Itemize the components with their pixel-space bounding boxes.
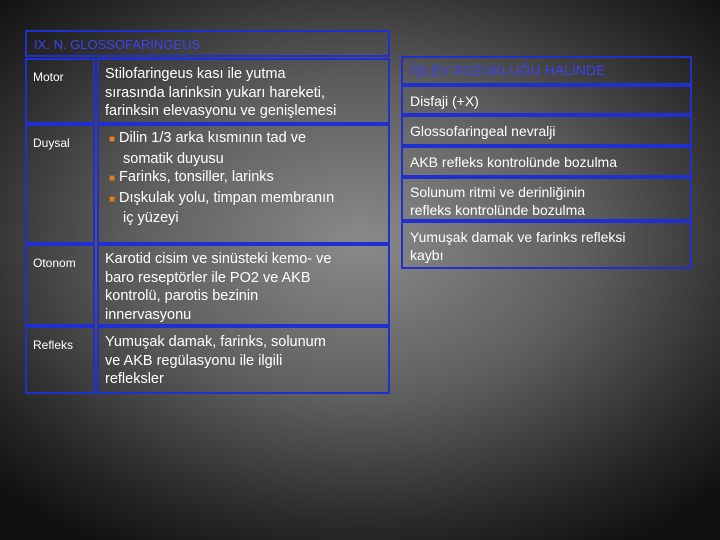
row-label-cell-otonom: [25, 244, 95, 326]
text-line: sırasında larinksin yukarı hareketi,: [105, 84, 326, 101]
text-line: Farinks, tonsiller, larinks: [119, 169, 274, 185]
bullet-line: [109, 189, 334, 210]
dysfunction-item: [401, 146, 692, 177]
text-line: refleksler: [105, 371, 164, 387]
text-line: iç yüzeyi: [123, 210, 179, 226]
slide-title: IX. N. GLOSSOFARİNGEUS: [34, 37, 201, 52]
dysfunction-text: AKB refleks kontrolünde bozulma: [410, 154, 617, 170]
text-line: ve AKB regülasyonu ile ilgili: [105, 352, 283, 369]
text-line: somatik duyusu: [123, 150, 224, 167]
text-line: farinksin elevasyonu ve genişlemesi: [105, 103, 337, 119]
dysfunction-heading-box: [401, 56, 692, 85]
dysfunction-text: Solunum ritmi ve derinliğinin: [410, 184, 586, 200]
dysfunction-text: Yumuşak damak ve farinks refleksi: [410, 229, 626, 245]
row-text-cell-duysal: [97, 124, 390, 244]
dysfunction-item: [401, 85, 692, 115]
dysfunction-item: [401, 115, 692, 146]
row-text-cell-otonom: [97, 244, 390, 326]
dysfunction-text: Glossofaringeal nevralji: [410, 123, 556, 139]
text-line: kontrolü, parotis bezinin: [105, 288, 259, 304]
text-line: Karotid cisim ve sinüsteki kemo- ve: [105, 251, 332, 267]
dysfunction-item: [401, 221, 692, 269]
text-line: Yumuşak damak, farinks, solunum: [105, 334, 326, 350]
bullet-icon: ■: [109, 193, 116, 205]
bullet-icon: ■: [109, 173, 116, 184]
row-text-duysal: [109, 129, 334, 228]
dysfunction-heading: İŞLEV BOZUKLUĞU HALİNDE: [410, 62, 606, 78]
row-label-cell-duysal: [25, 124, 95, 244]
text-line: innervasyonu: [105, 306, 192, 323]
bullet-line: [109, 168, 334, 189]
dysfunction-text: refleks kontrolünde bozulma: [410, 202, 586, 218]
row-text-cell-motor: [97, 58, 390, 124]
bullet-line: [109, 129, 334, 150]
title-box: [25, 30, 390, 57]
dysfunction-item: [401, 177, 692, 221]
dysfunction-text: Disfaji (+X): [410, 93, 479, 109]
dysfunction-text: kaybı: [410, 247, 444, 263]
text-line: Dışkulak yolu, timpan membranın: [119, 189, 335, 206]
row-label-otonom: Otonom: [33, 256, 76, 270]
row-text-motor: [105, 65, 336, 121]
row-label-cell-refleks: [25, 326, 95, 394]
row-label-cell-motor: [25, 58, 95, 124]
text-line: Dilin 1/3 arka kısmının tad ve: [119, 130, 307, 146]
row-label-refleks: Refleks: [33, 338, 74, 352]
text-line: Stilofaringeus kası ile yutma: [105, 66, 286, 82]
row-text-otonom: [105, 250, 331, 324]
bullet-icon: ■: [109, 134, 116, 145]
row-label-motor: Motor: [33, 70, 64, 84]
row-label-duysal: Duysal: [33, 136, 70, 150]
row-text-cell-refleks: [97, 326, 390, 394]
text-line: baro reseptörler ile PO2 ve AKB: [105, 269, 311, 286]
row-text-refleks: [105, 333, 326, 389]
